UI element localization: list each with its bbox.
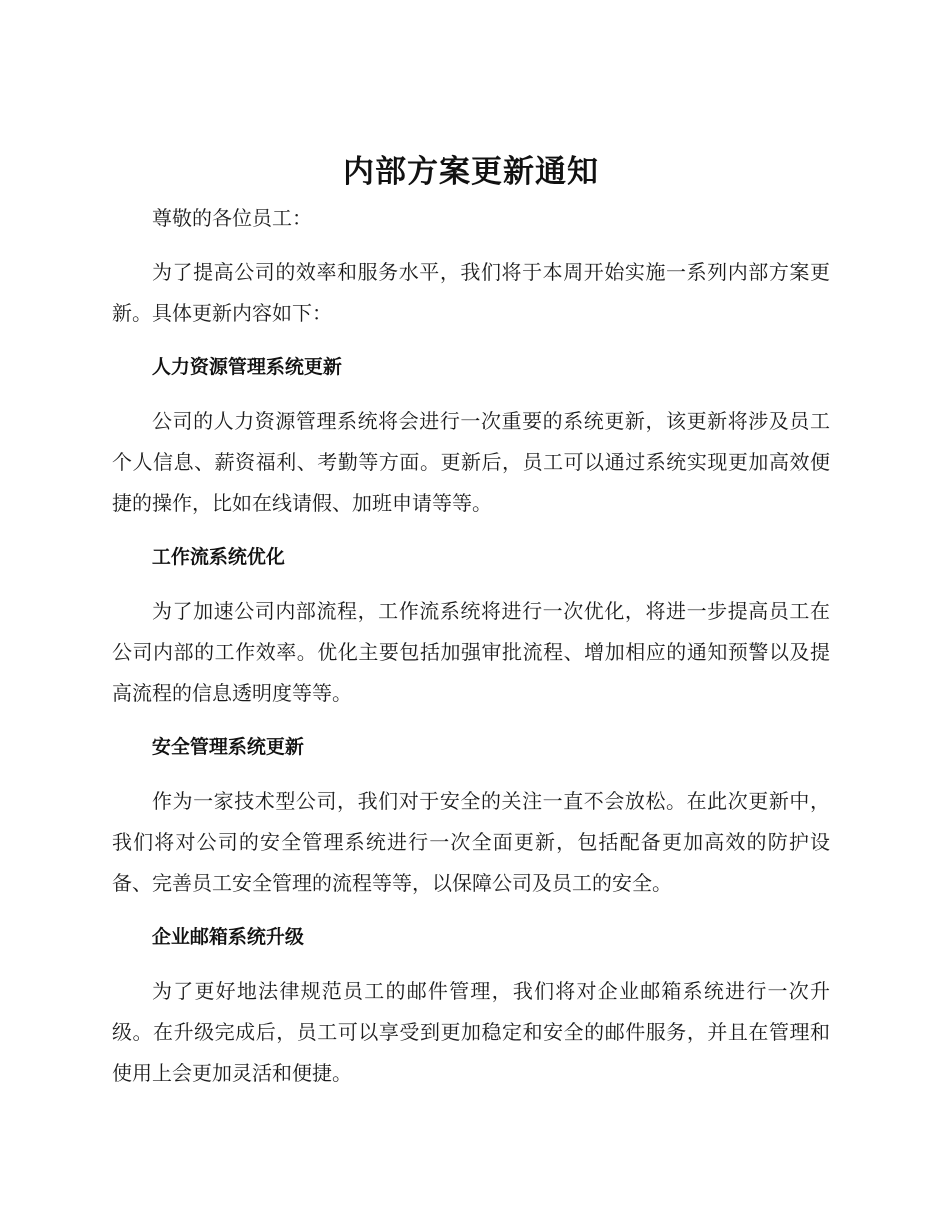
section-heading-hr-system: 人力资源管理系统更新: [151, 356, 342, 378]
section-heading-email: 企业邮箱系统升级: [151, 926, 304, 948]
section-heading-workflow: 工作流系统优化: [151, 546, 285, 568]
document-content: [112, 148, 830, 1107]
greeting-paragraph: 尊敬的各位员工：: [152, 206, 312, 230]
section-body-email: 为了更好地法律规范员工的邮件管理，我们将对企业邮箱系统进行一次升级。在升级完成后，员工可以享受到更加稳定和安全的邮件服务，并且在管理和使用上会更加灵活和便捷。: [112, 979, 830, 1085]
section-body-hr-system: 公司的人力资源管理系统将会进行一次重要的系统更新，该更新将涉及员工个人信息、薪资福利、考勤等方面。更新后，员工可以通过系统实现更加高效便捷的操作，比如在线请假、加班申请等等。: [112, 409, 830, 515]
section-heading-security: 安全管理系统更新: [151, 736, 304, 758]
section-body-workflow: 为了加速公司内部流程，工作流系统将进行一次优化，将进一步提高员工在公司内部的工作效率。优化主要包括加强审批流程、增加相应的通知预警以及提高流程的信息透明度等等。: [112, 599, 830, 705]
intro-paragraph: 为了提高公司的效率和服务水平，我们将于本周开始实施一系列内部方案更新。具体更新内容如下：: [112, 260, 830, 325]
section-body-security: 作为一家技术型公司，我们对于安全的关注一直不会放松。在此次更新中，我们将对公司的安全管理系统进行一次全面更新，包括配备更加高效的防护设备、完善员工安全管理的流程等等，以保障公司及员工的安全。: [112, 789, 830, 895]
document-title: 内部方案更新通知: [343, 154, 599, 190]
